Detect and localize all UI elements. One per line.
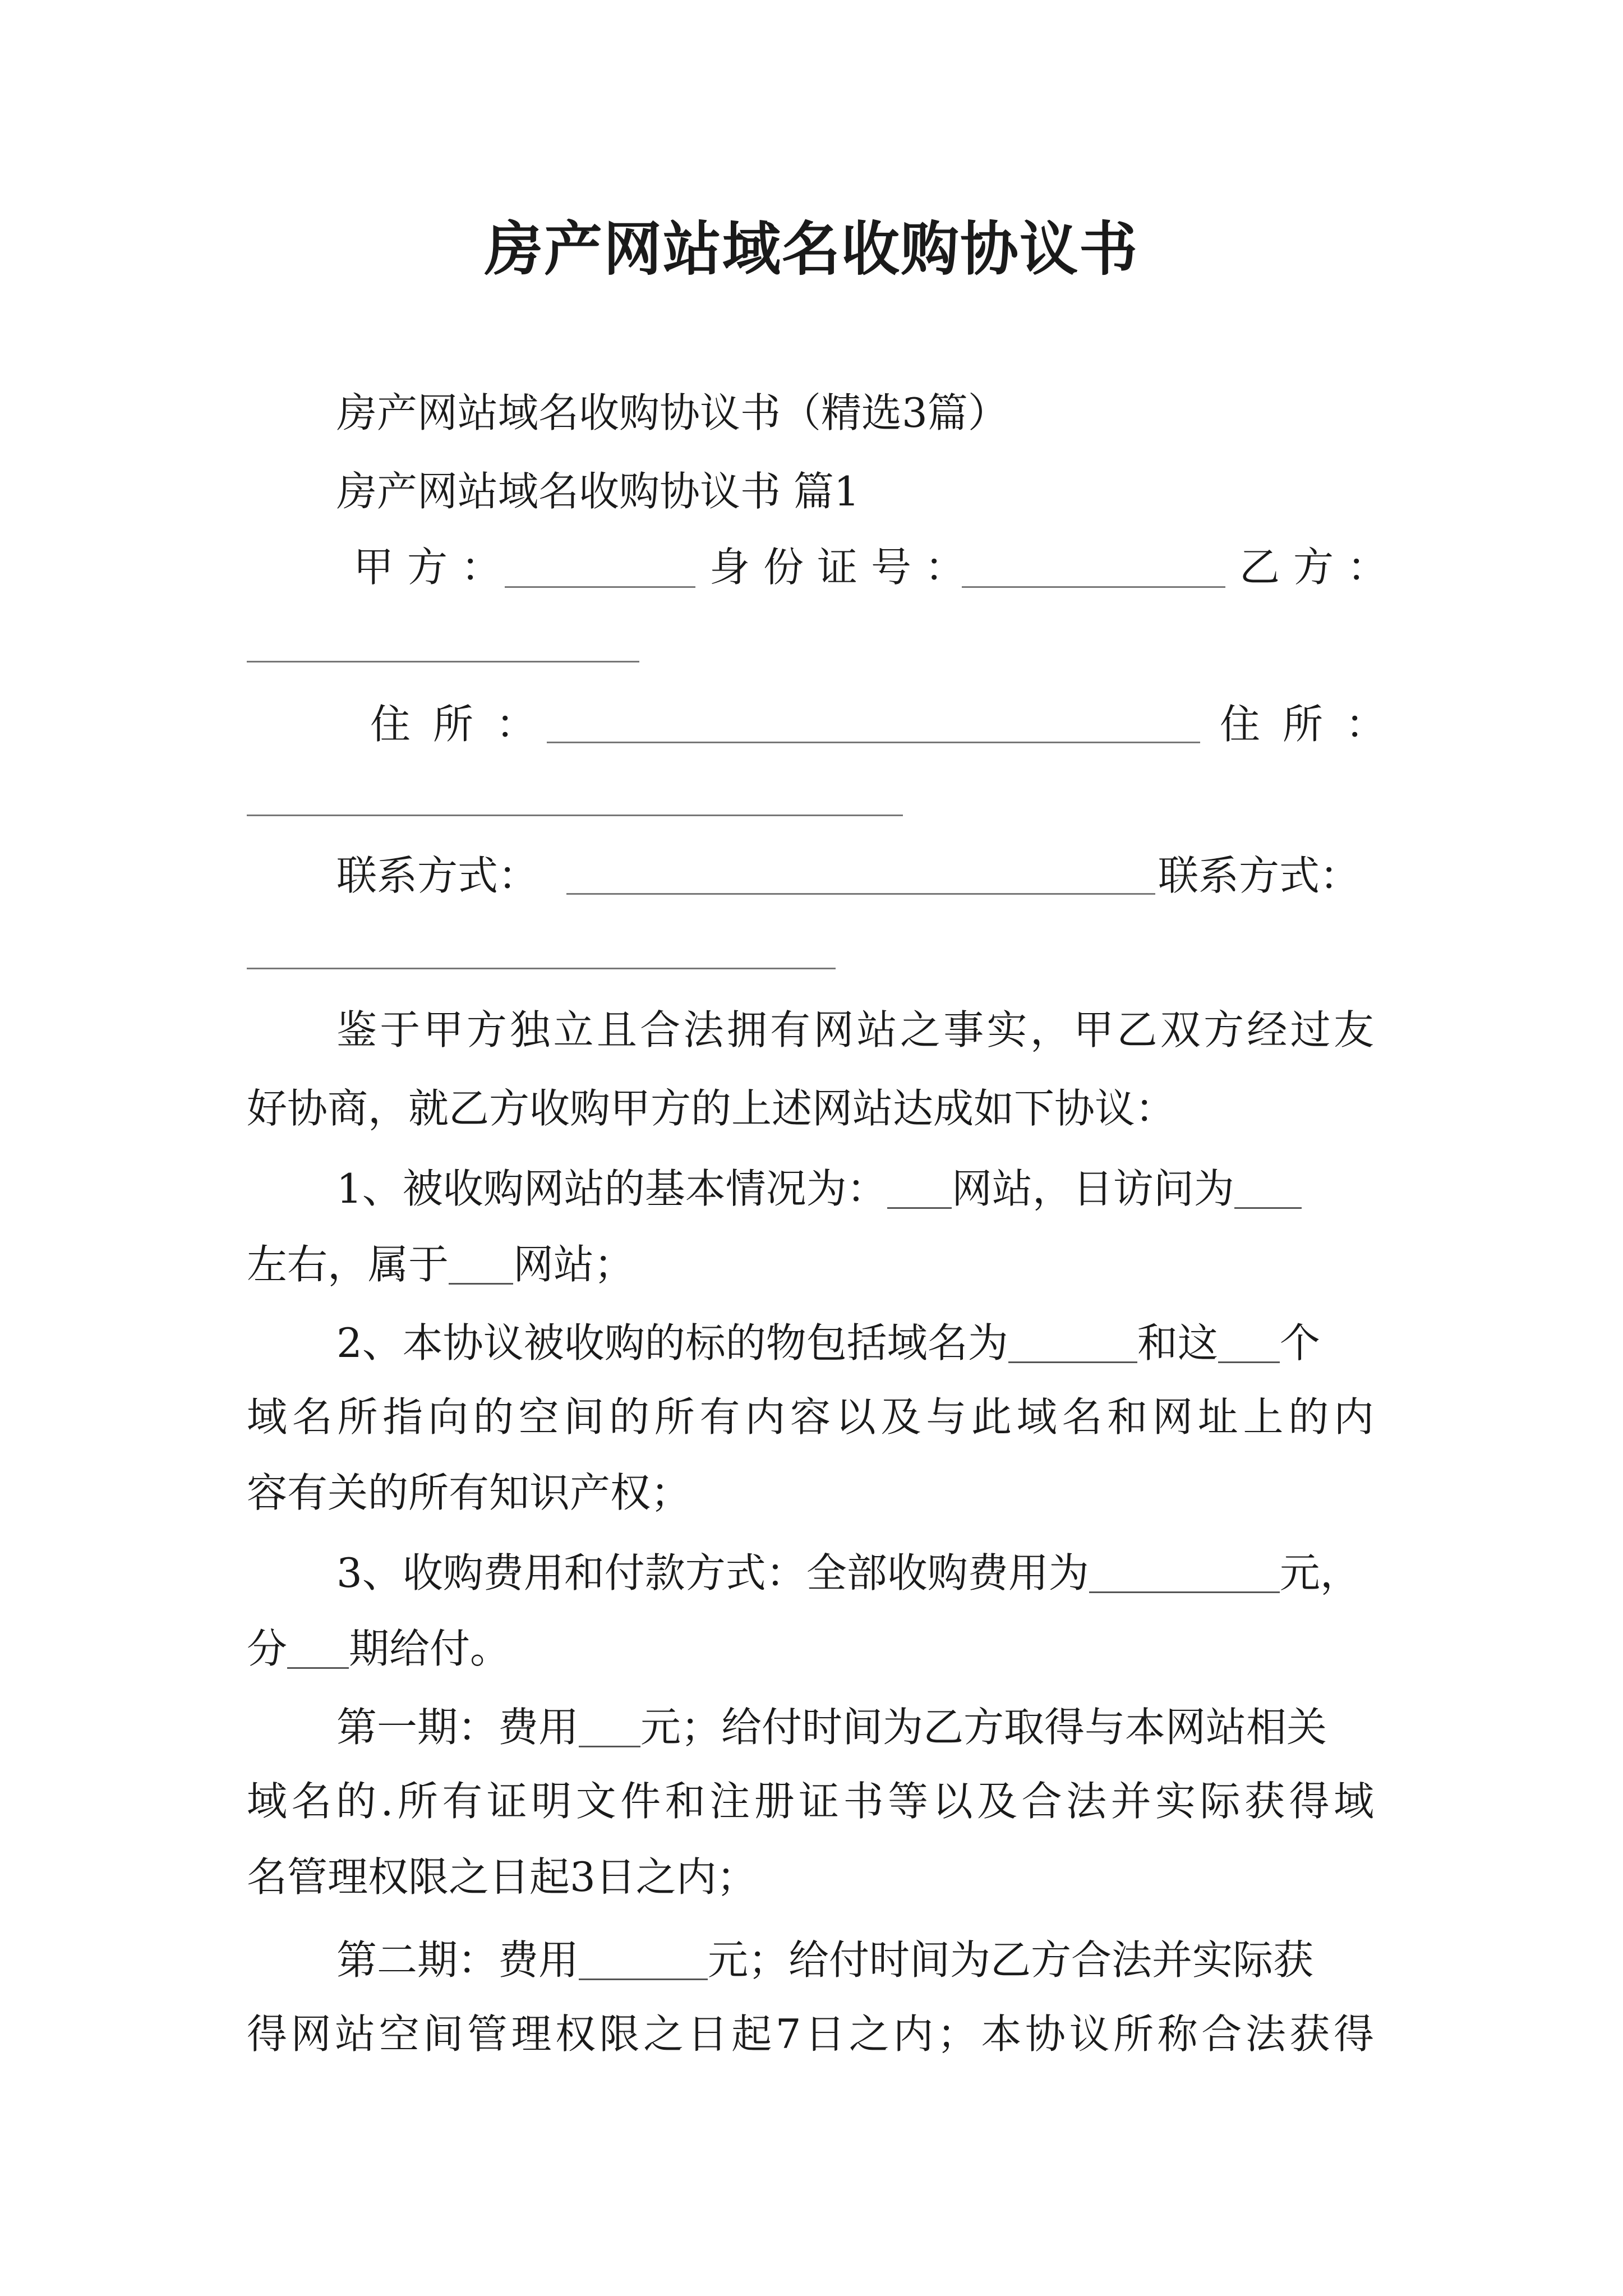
clause-text: 左右，属于	[247, 1241, 449, 1288]
contact-a-blank[interactable]	[566, 893, 1155, 895]
phase-1-text	[336, 1704, 1327, 1751]
site-type-blank[interactable]	[449, 1243, 513, 1285]
party-b-label: 乙方：	[1239, 544, 1401, 591]
party-b-blank[interactable]	[247, 661, 639, 662]
address-a-blank[interactable]	[547, 742, 1200, 743]
clause-text: 和这	[1137, 1319, 1218, 1366]
contact-b-blank[interactable]	[247, 968, 836, 969]
document-subtitle: 房产网站域名收购协议书（精选3篇）	[336, 389, 1008, 436]
clause-text: 元；给付时间为乙方取得与本网站相关	[640, 1704, 1327, 1751]
address-b-blank[interactable]	[247, 815, 903, 816]
document-title: 房产网站域名收购协议书	[484, 214, 1138, 283]
id-number-blank[interactable]	[962, 586, 1225, 588]
clause-1-text	[336, 1165, 1302, 1212]
paragraph-line: 得网站空间管理权限之日起7日之内；本协议所称合法获得	[247, 2010, 1374, 2058]
daily-visits-blank[interactable]	[1234, 1167, 1302, 1209]
contact-a-label: 联系方式：	[336, 852, 539, 899]
installments-blank[interactable]	[287, 1627, 349, 1669]
clause-text: 1、被收购网站的基本情况为：	[336, 1165, 887, 1212]
party-a-label: 甲方：	[353, 544, 515, 591]
id-number-label: 身份证号：	[709, 544, 979, 591]
site-name-blank[interactable]	[887, 1167, 952, 1209]
phase-2-text	[336, 1936, 1314, 1984]
domain-blank[interactable]	[1008, 1321, 1137, 1363]
clause-1-cont	[247, 1241, 635, 1288]
section-heading: 房产网站域名收购协议书 篇1	[336, 468, 860, 515]
paragraph-line: 鉴于甲方独立且合法拥有网站之事实，甲乙双方经过友	[336, 1006, 1374, 1053]
clause-text: 第一期：费用	[336, 1704, 579, 1751]
clause-text: 元；给付时间为乙方合法并实际获	[708, 1936, 1314, 1984]
paragraph-line: 好协商，就乙方收购甲方的上述网站达成如下协议：	[247, 1085, 1176, 1132]
contact-b-label: 联系方式：	[1158, 852, 1361, 899]
paragraph-line: 域名所指向的空间的所有内容以及与此域名和网址上的内	[247, 1393, 1374, 1441]
clause-text: 3、收购费用和付款方式：全部收购费用为	[336, 1549, 1089, 1596]
domain-count-blank[interactable]	[1218, 1321, 1280, 1363]
clause-text: 2、本协议被收购的标的物包括域名为	[336, 1319, 1008, 1366]
party-a-blank[interactable]	[505, 586, 695, 588]
clause-text: 元，	[1279, 1549, 1361, 1596]
phase-2-fee-blank[interactable]	[579, 1938, 708, 1980]
paragraph-line: 域名的.所有证明文件和注册证书等以及合法并实际获得域	[247, 1778, 1374, 1825]
clause-text: 第二期：费用	[336, 1936, 579, 1984]
address-b-label: 住所：	[1220, 701, 1409, 748]
clause-text: 网站，日访问为	[951, 1165, 1234, 1212]
clause-3-cont	[247, 1625, 511, 1672]
phase-1-fee-blank[interactable]	[579, 1705, 640, 1747]
clause-text: 分	[247, 1625, 288, 1672]
address-a-label: 住所：	[370, 701, 559, 748]
clause-text: 网站；	[513, 1241, 635, 1288]
clause-3-text	[336, 1549, 1361, 1596]
paragraph-line: 容有关的所有知识产权；	[247, 1469, 691, 1516]
total-fee-blank[interactable]	[1089, 1551, 1280, 1593]
paragraph-line: 名管理权限之日起3日之内；	[247, 1853, 757, 1901]
clause-text: 期给付。	[349, 1625, 511, 1672]
clause-2-text	[336, 1319, 1320, 1366]
clause-text: 个	[1279, 1319, 1320, 1366]
